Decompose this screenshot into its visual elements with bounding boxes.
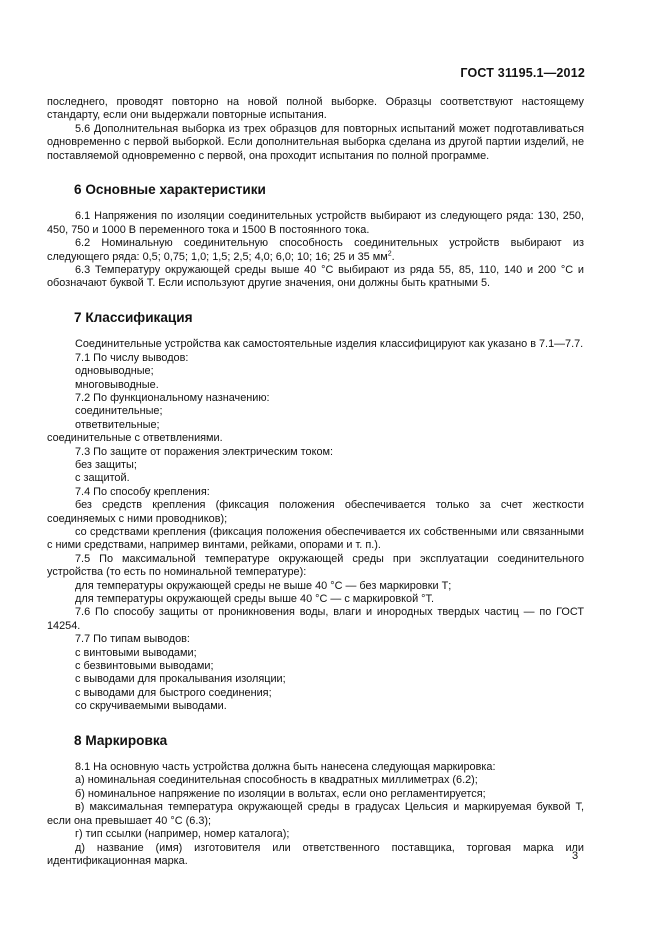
list-item: для температуры окружающей среды не выше 40 °С — без маркировки Т; (75, 579, 452, 592)
list-item: многовыводные. (75, 378, 159, 391)
section-7-intro: Соединительные устройства как самостоятельные изделия классифицируют как указано в 7.1—7.7. (75, 338, 584, 351)
list-item: для температуры окружающей среды выше 40 °С — с маркировкой °Т. (75, 593, 435, 605)
clause-6-1: 6.1 Напряжения по изоляции соединительных устройств выбирают из следующего ряда: 130, 250, 450, 750 и 1000 В переменного тока и 1500 В постоянного тока. (47, 210, 584, 236)
section-8-heading: 8 Маркировка (74, 732, 168, 748)
list-item: г) тип ссылки (например, номер каталога); (75, 828, 290, 841)
clause-7-5: 7.5 По максимальной температуре окружающей среды при эксплуатации соединительного устройства (то есть по номинальной температуре): (47, 552, 584, 579)
clause-7-6: 7.6 По способу защиты от проникновения воды, влаги и инородных твердых частиц — по ГОСТ 14254. (47, 606, 584, 632)
list-item: со средствами крепления (фиксация положения обеспечивается их собственными или связанными с ними средствами, например винтами, рейками, опорами и т. п.). (47, 525, 584, 552)
list-item: без средств крепления (фиксация положения обеспечивается только за счет жесткости соединяемых с ними проводников); (47, 499, 584, 525)
intro-paragraph-continued: последнего, проводят повторно на новой полной выборке. Образцы соответствуют настоящему стандарту, если они выдержали повторные испытания. (47, 96, 584, 122)
clause-7-2: 7.2 По функциональному назначению: (75, 391, 270, 404)
list-item: с безвинтовыми выводами; (75, 660, 214, 673)
list-item: соединительные с ответвлениями. (47, 432, 223, 445)
clause-7-1: 7.1 По числу выводов: (75, 351, 189, 364)
document-header: ГОСТ 31195.1—2012 (460, 66, 585, 80)
list-item: без защиты; (75, 458, 137, 471)
page-number: 3 (572, 850, 579, 862)
clause-7-7: 7.7 По типам выводов: (75, 633, 190, 646)
list-item: ответвительные; (75, 418, 160, 431)
section-6-heading: 6 Основные характеристики (74, 182, 266, 198)
section-7-heading: 7 Классификация (74, 309, 193, 325)
superscript: 2 (387, 250, 392, 258)
list-item: с выводами для прокалывания изоляции; (75, 673, 286, 686)
document-body (47, 96, 584, 868)
list-item: б) номинальное напряжение по изоляции в вольтах, если оно регламентируется; (75, 787, 486, 800)
clause-7-4: 7.4 По способу крепления: (75, 485, 210, 498)
list-item: а) номинальная соединительная способность в квадратных миллиметрах (6.2); (75, 774, 478, 787)
clause-7-3: 7.3 По защите от поражения электрическим током: (75, 445, 334, 458)
clause-8-1: 8.1 На основную часть устройства должна быть нанесена следующая маркировка: (75, 761, 496, 774)
clause-6-3: 6.3 Температуру окружающей среды выше 40 °С выбирают из ряда 55, 85, 110, 140 и 200 °С и обозначают буквой Т. Если используют другие значения, они должны быть кратными 5. (47, 264, 584, 290)
list-item: с выводами для быстрого соединения; (75, 686, 272, 699)
list-item: в) максимальная температура окружающей среды в градусах Цельсия и маркируемая буквой Т, если она превышает 40 °С (6.3); (47, 801, 584, 827)
list-item: с защитой. (75, 472, 130, 485)
list-item: с винтовыми выводами; (75, 646, 197, 659)
clause-6-2: 6.2 Номинальную соединительную способность соединительных устройств выбирают из следующего ряда: 0,5; 0,75; 1,0; 1,5; 2,5; 4,0; 6,0; 10; 16; 25 и 35 $мм^2$. (47, 237, 584, 263)
list-item: соединительные; (75, 405, 163, 418)
clause-5-6: 5.6 Дополнительная выборка из трех образцов для повторных испытаний может подготавливаться одновременно с первой выборкой. Если дополнительная выборка сделана из другой партии изделий, не поставляемой одновременно с первой, она проходит испытания по полной программе. (47, 122, 584, 162)
list-item: д) название (имя) изготовителя или ответственного поставщика, торговая марка или идентификационная марка. (47, 841, 584, 867)
list-item: со скручиваемыми выводами. (75, 700, 227, 713)
list-item: одновыводные; (75, 365, 154, 378)
